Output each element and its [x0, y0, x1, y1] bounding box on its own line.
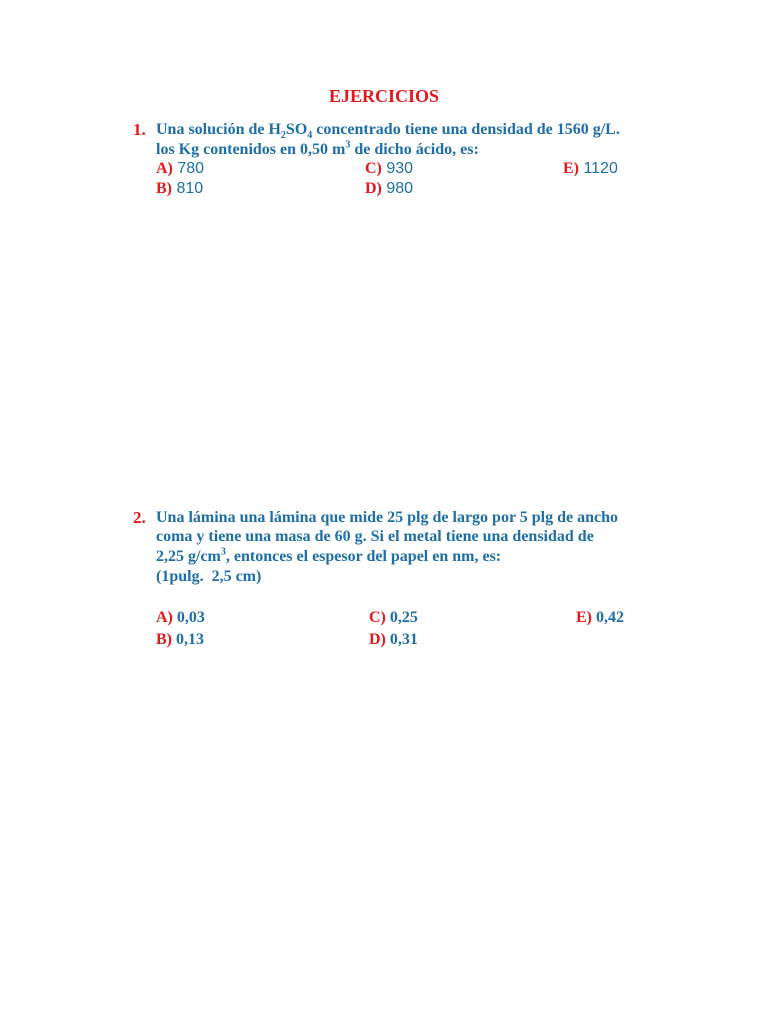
option-letter: E) — [563, 160, 579, 177]
option-letter: C) — [369, 609, 386, 626]
question-1-option-c — [365, 160, 413, 178]
option-value: 0,03 — [172, 609, 205, 626]
option-letter: A) — [156, 609, 173, 626]
option-letter: D) — [365, 180, 382, 197]
option-value: 1120 — [579, 160, 618, 177]
question-1-option-e — [563, 160, 618, 178]
question-1-line-2-text-a: los Kg contenidos en 0,50 m — [156, 141, 346, 158]
option-value: 930 — [381, 160, 414, 177]
question-1-option-a — [156, 160, 204, 178]
question-1-line-2-text-b: de dicho ácido, es: — [350, 141, 479, 158]
question-2-option-b — [156, 631, 204, 649]
question-1-text-c: concentrado tiene una densidad de 1560 g/L. — [312, 121, 620, 138]
option-letter: E) — [576, 609, 592, 626]
question-1-text-a: Una solución de H — [156, 121, 281, 138]
question-2-option-e — [576, 609, 624, 627]
option-letter: C) — [365, 160, 382, 177]
question-1-option-d — [365, 180, 413, 198]
question-1-line-2 — [156, 141, 479, 159]
option-value: 0,13 — [172, 631, 204, 648]
option-value: 0,31 — [385, 631, 418, 648]
question-1-subscript-1: 2 — [280, 130, 286, 142]
question-2-option-a — [156, 609, 205, 627]
question-1-number: 1. — [133, 120, 146, 139]
question-2-line-3-text-b: , entonces el espesor del papel en nm, es: — [225, 548, 502, 565]
question-1-line-1 — [156, 121, 620, 142]
question-1-option-b — [156, 180, 203, 198]
question-2-line-2: coma y tiene una masa de 60 g. Si el metal tiene una densidad de — [156, 528, 594, 545]
question-2-superscript: 3 — [220, 546, 226, 558]
question-2-option-c — [369, 609, 418, 627]
question-1-text-b: SO — [285, 121, 308, 138]
question-2-line-1: Una lámina una lámina que mide 25 plg de largo por 5 plg de ancho — [156, 509, 618, 526]
question-2-option-d — [369, 631, 418, 649]
option-value: 780 — [172, 160, 205, 177]
page-title: EJERCICIOS — [328, 86, 440, 106]
question-2-line-3-text-a: 2,25 g/cm — [156, 548, 221, 565]
option-letter: A) — [156, 160, 173, 177]
option-letter: B) — [156, 631, 172, 648]
question-2-number: 2. — [133, 508, 146, 527]
option-value: 0,25 — [385, 609, 418, 626]
option-letter: B) — [156, 180, 172, 197]
question-2-line-4: (1pulg. 2,5 cm) — [156, 568, 262, 585]
option-value: 0,42 — [592, 609, 624, 626]
question-1-superscript: 3 — [345, 139, 351, 151]
question-2-line-3 — [156, 548, 501, 566]
option-value: 980 — [381, 180, 414, 197]
question-1-subscript-2: 4 — [307, 130, 313, 142]
option-letter: D) — [369, 631, 386, 648]
option-value: 810 — [172, 180, 204, 197]
